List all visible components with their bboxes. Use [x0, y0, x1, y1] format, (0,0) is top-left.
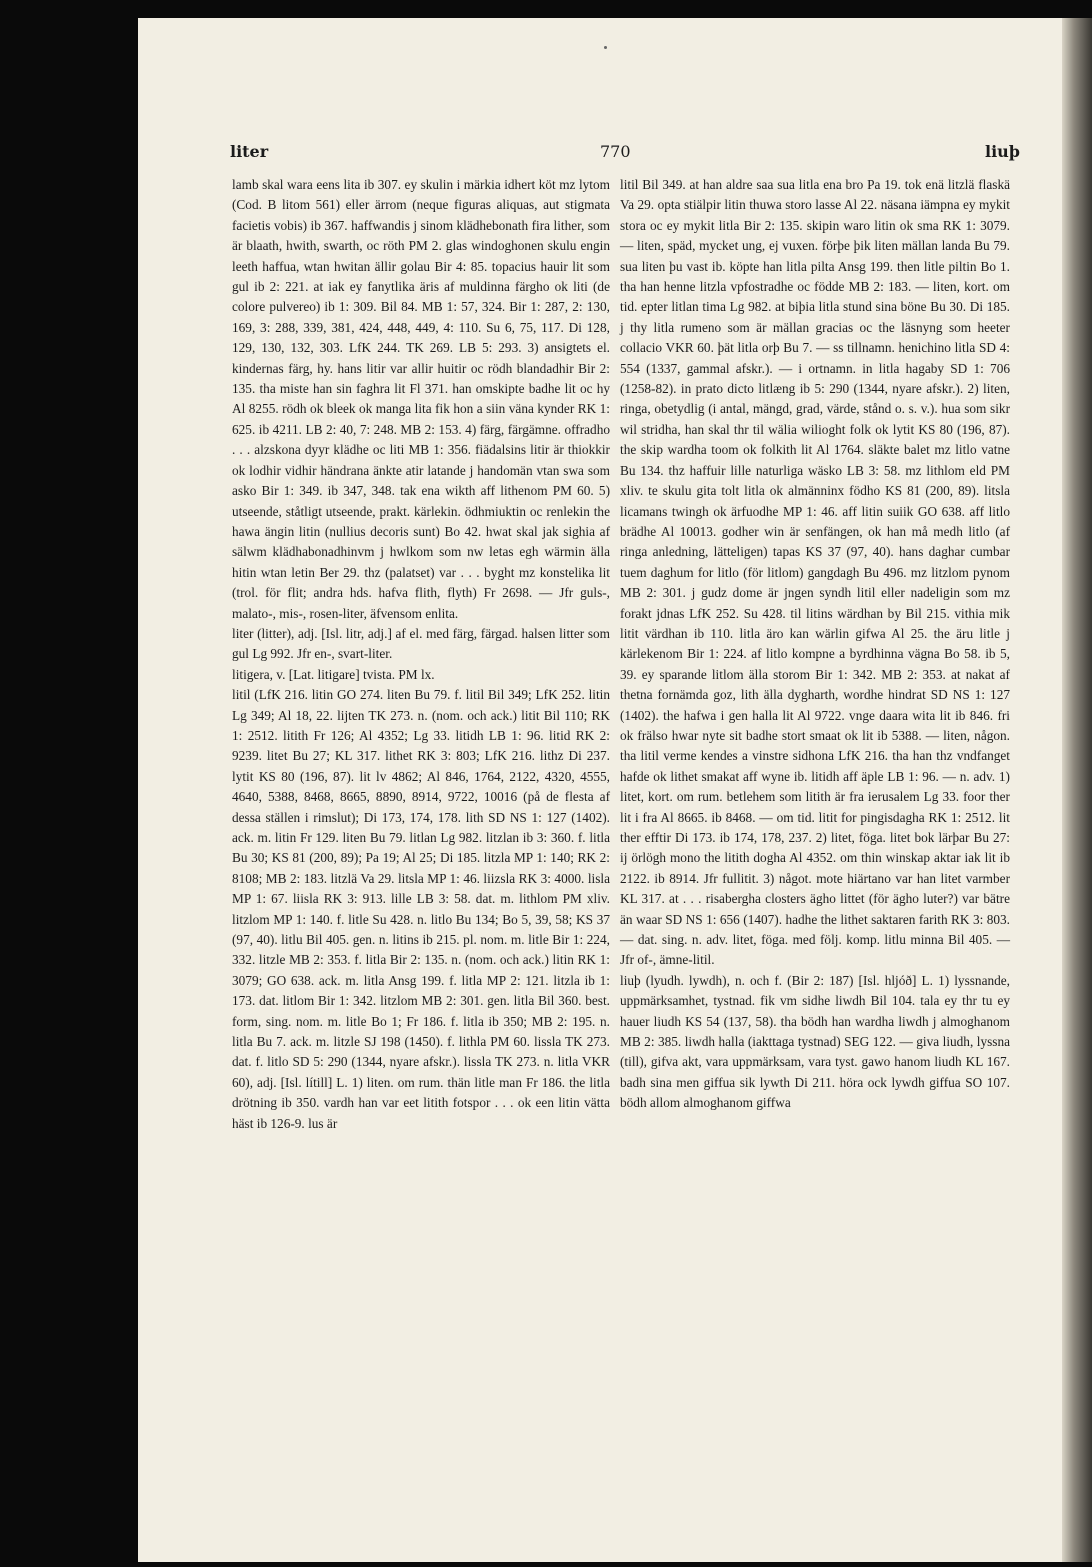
- entry-liuth: liuþ (lyudh. lywdh), n. och f. (Bir 2: 187) [Isl. hljóð] L. 1) lyssnande, uppmärksamhet, tystnad. fik vm sidhe liwdh Bil 104. tala ey thr tu ey hauer liudh KS 54 (137, 58). tha bödh han wardha liwdh j almoghanom MB 2: 385. liwdh halla (iakttaga tystnad) SEG 122. — giva liudh, lyssna (till), gifva akt, vara uppmärksam, vara tyst. gawo hanom liudh KL 167. badh sina men giffua sik lywth Di 211. höra ock lywdh giffua SO 107. bödh allom almoghanom giffwa: [620, 972, 1010, 1111]
- entry-litigera: litigera, v. [Lat. litigare] tvista. PM lx.: [232, 666, 435, 682]
- header-right-word: liuþ: [985, 142, 1020, 161]
- entry-liter-adj: liter (litter), adj. [Isl. litr, adj.] af el. med färg, färgad. halsen litter som gul Lg 992. Jfr en-, svart-liter.: [232, 625, 610, 662]
- running-header: [230, 142, 1020, 166]
- dust-speck: [604, 46, 607, 49]
- entry-liter-noun-continuation: lamb skal wara eens lita ib 307. ey skulin i märkia idhert köt mz lytom (Cod. B litom 561) eller ärrom (neque figuras aliquas, aut stigmata facietis vobis) ib 367. haffwandis j sinom klädhebonath fira lither, som är blaath, hwith, swarth, oc röth PM 2. glas windoghonen skulu engin leeth haffua, wtan hwitan ällir golau Bir 4: 85. topacius hauir lit som gul ib 2: 221. at iak ey fanytlika äris af muldinna färgho ok liti (de colore pulvereo) ib 1: 309. Bil 84. MB 1: 57, 324. Bir 1: 287, 2: 130, 169, 3: 288, 339, 381, 424, 448, 449, 4: 110. Su 6, 75, 117. Di 128, 129, 130, 132, 303. LfK 244. TK 269. LB 5: 293. 3) ansigtets el. kindernas färg, hy. hans litir var allir huitir oc rödh blandadhir Bir 2: 135. tha miste han sin faghra lit Fl 371. han omskipte badhe lit oc hy Al 8255. rödh ok bleek ok manga lita fik hon a siin väna kynder RK 1: 625. ib 4211. LB 2: 40, 7: 248. MB 2: 153. 4) färg, färgämne. offradho . . . alzskona dyyr klädhe oc liti MB 1: 356. fiädalsins litir är thiokkir ok lodhir vidhir händrana änkte atir latande j handomän vtan swa som asko Bir 1: 349. ib 347, 348. tak ena wikth aff lithenom PM 60. 5) utseende, ståtligt utseende, prakt. kärlekin. ödhmiuktin oc renlekin the hawa ängin litin (nullius decoris sunt) Bo 42. hwat skal jak sighia af sälwm klädhabonadhinvm j hwlkom som nw letas egh wärmin älla hitin wtan letin Ber 29. thz (palatset) var . . . byght mz konstelika lit (trol. för flit; andra hds. hafva flith, flyth) Fr 2698. — Jfr guls-, malato-, mis-, rosen-liter, äfvensom enlita.: [232, 177, 610, 621]
- entry-litil: litil (LfK 216. litin GO 274. liten Bu 79. f. litil Bil 349; LfK 252. litin Lg 349; Al 18, 22. lijten TK 273. n. (nom. och ack.) litit Bil 110; RK 1: 2512. litith Fr 126; Al 4352; Lg 33. litidh LB 1: 96. litid RK 2: 9239. litet Bu 27; KL 317. lithet RK 3: 803; LfK 216. lithz Di 237. lytit KS 80 (196, 87). lit lv 4862; Al 846, 1764, 2122, 4320, 4555, 4640, 5388, 8468, 8665, 8890, 8914, 9722, 10016 (på de flesta af dessa ställen i rimslut); Di 173, 174, 178. lith SD NS 1: 127 (1402). ack. m. litin Fr 129. liten Bu 79. litlan Lg 982. litzlan ib 3: 360. f. litla Bu 30; KS 81 (200, 89); Pa 19; Al 25; Di 185. litzla MP 1: 140; RK 2: 8108; MB 2: 183. litzlä Va 29. litsla MP 1: 46. liizsla RK 3: 4000. lisla MP 1: 67. liisla RK 3: 913. lille LB 3: 58. dat. m. lithlom PM xliv. litzlom MP 1: 140. f. litle Su 428. n. litlo Bu 134; Bo 5, 39, 58; KS 37 (97, 40). litlu Bil 405. gen. n. litins ib 215. pl. nom. m. litle Bir 1: 224, 332. litzle MB 2: 353. f. litla Bir 2: 135. n. (nom. och ack.) litin RK 1: 3079; GO 638. ack. m. litla Ansg 199. f. litla MP 2: 121. litzla ib 1: 173. dat. litlom Bir 1: 342. litzlom MB 2: 301. gen. litla Bil 360. best. form, sing. nom. m. litle Bo 1; Fr 186. f. litla ib 350; MB 2: 195. n. litla Bu 7. ack. m. litzle SJ 198 (1450). f. lithla PM 60. lissla TK 273. dat. f. litlo SD 5: 290 (1344, nyare afskr.). lissla TK 273. n. litla VKR 60), adj. [Isl. lítill] L. 1) liten. om rum. thän litle man Fr 186. the litla drötning ib 350. vardh han var eet litith fotspor . . . ok een litin vätta häst ib 126-9. lus är: [232, 687, 610, 1131]
- right-column: [620, 175, 1010, 1114]
- book-page-edge: [1062, 18, 1092, 1562]
- header-left-word: liter: [230, 142, 269, 161]
- entry-litil-continuation: litil Bil 349. at han aldre saa sua litla ena bro Pa 19. tok enä litzlä flaskä Va 29. opta stiälpir litin thuwa storo lasse Al 22. näsana iämpna ey mykit stora oc ey mykit litla Bir 2: 135. skipin waro litin ok sma RK 1: 3079. — liten, späd, mycket ung, ej vuxen. förþe þik liten mällan landa Bu 79. sua liten þu vast ib. köpte han litla pilta Ansg 199. then litle piltin Bo 1. tha han henne litzla vpfostradhe oc födde MB 2: 183. — liten, kort. om tid. epter litlan tima Lg 982. at biþia litla stund sina böne Bu 30. Di 185. j thy litla rumeno som är mällan gracias oc the läsnyng som heeter collacio VKR 60. þät litla orþ Bu 7. — ss tillnamn. henichino litla SD 4: 554 (1337, gammal afskr.). — i ortnamn. in litla hagaby SD 1: 706 (1258-82). in prato dicto litlæng ib 5: 290 (1344, nyare afskr.). 2) liten, ringa, obetydlig (i antal, mängd, grad, värde, stånd o. s. v.). hua som sikr wil stridha, han skal thr til wälia wilioght folk ok lytit KS 80 (196, 87). the skip wardha toom ok folkith lit Al 1764. släkte balet mz litlo vatne Bu 134. thz haffuir lille naturliga wäsko LB 3: 58. mz lithlom eld PM xliv. te skulu gita tolt litla ok almänninx födho KS 81 (200, 89). litsla licamans twingh ok ärfuodhe MP 1: 46. aff litin suiik GO 638. aff litlo brädhe Al 10013. godher win är senfängen, ok han må medh litlo (af ringa anledning, lätteligen) tapas KS 37 (97, 40). hans daghar cumbar tuem daghum for litlo (för litlom) gangdagh Bu 496. mz litzlom pynom MB 2: 301. j gudz dome är jngen syndh litil eller nadeligin som mz forakt jdnas LfK 252. Su 428. til litins wärdhan by Bil 215. vithia mik litit värdhan ib 110. litla äro kan wärlin gifwa Al 25. the äru litle j kärlekenom Bir 1: 224. af litlo kompne a byrdhinna vägna Bo 58. ib 5, 39. ey sparande litlom älla storom Bir 1: 342. MB 2: 353. at nakat af thetna fornämda goz, lith älla dygharth, wordhe hindrat SD NS 1: 127 (1402). the hafwa i gen halla lit Al 9722. vnge daara wita lit ib 846. fri ok frälso hwar nyte sit badhe stort smaat ok lit ib 5388. — liten, någon. tha litil verme kendes a vinstre sidhona LfK 216. tha han thz vndfanget hafde ok lithet smakat aff wyne ib. litidh aff äple LB 1: 96. — n. adv. 1) litet, kort. om rum. betlehem som litith är fra ierusalem Lg 33. foor ther lit i fra Al 8665. ib 8468. — om tid. litit for pingisdagha RK 1: 2512. lit ther efftir Di 173. ib 174, 178, 237. 2) litet, föga. litet bok lärþar Bu 27: ij örlögh mono the litith dogha Al 4352. om thin winskap aktar iak lit ib 2122. ib 8914. Jfr fullitit. 3) något. mote hiärtano var han litet varmber KL 317. at . . . risabergha closters ägho littet (för ägho luter?) var bätre än waar SD NS 1: 656 (1407). hadhe the lithet saktaren farith RK 3: 803. — dat. sing. n. adv. litet, föga. med följ. komp. litlu minna Bil 405. — Jfr of-, ämne-litil.: [620, 177, 1010, 968]
- left-column: [232, 175, 610, 1134]
- page-number: 770: [600, 142, 631, 161]
